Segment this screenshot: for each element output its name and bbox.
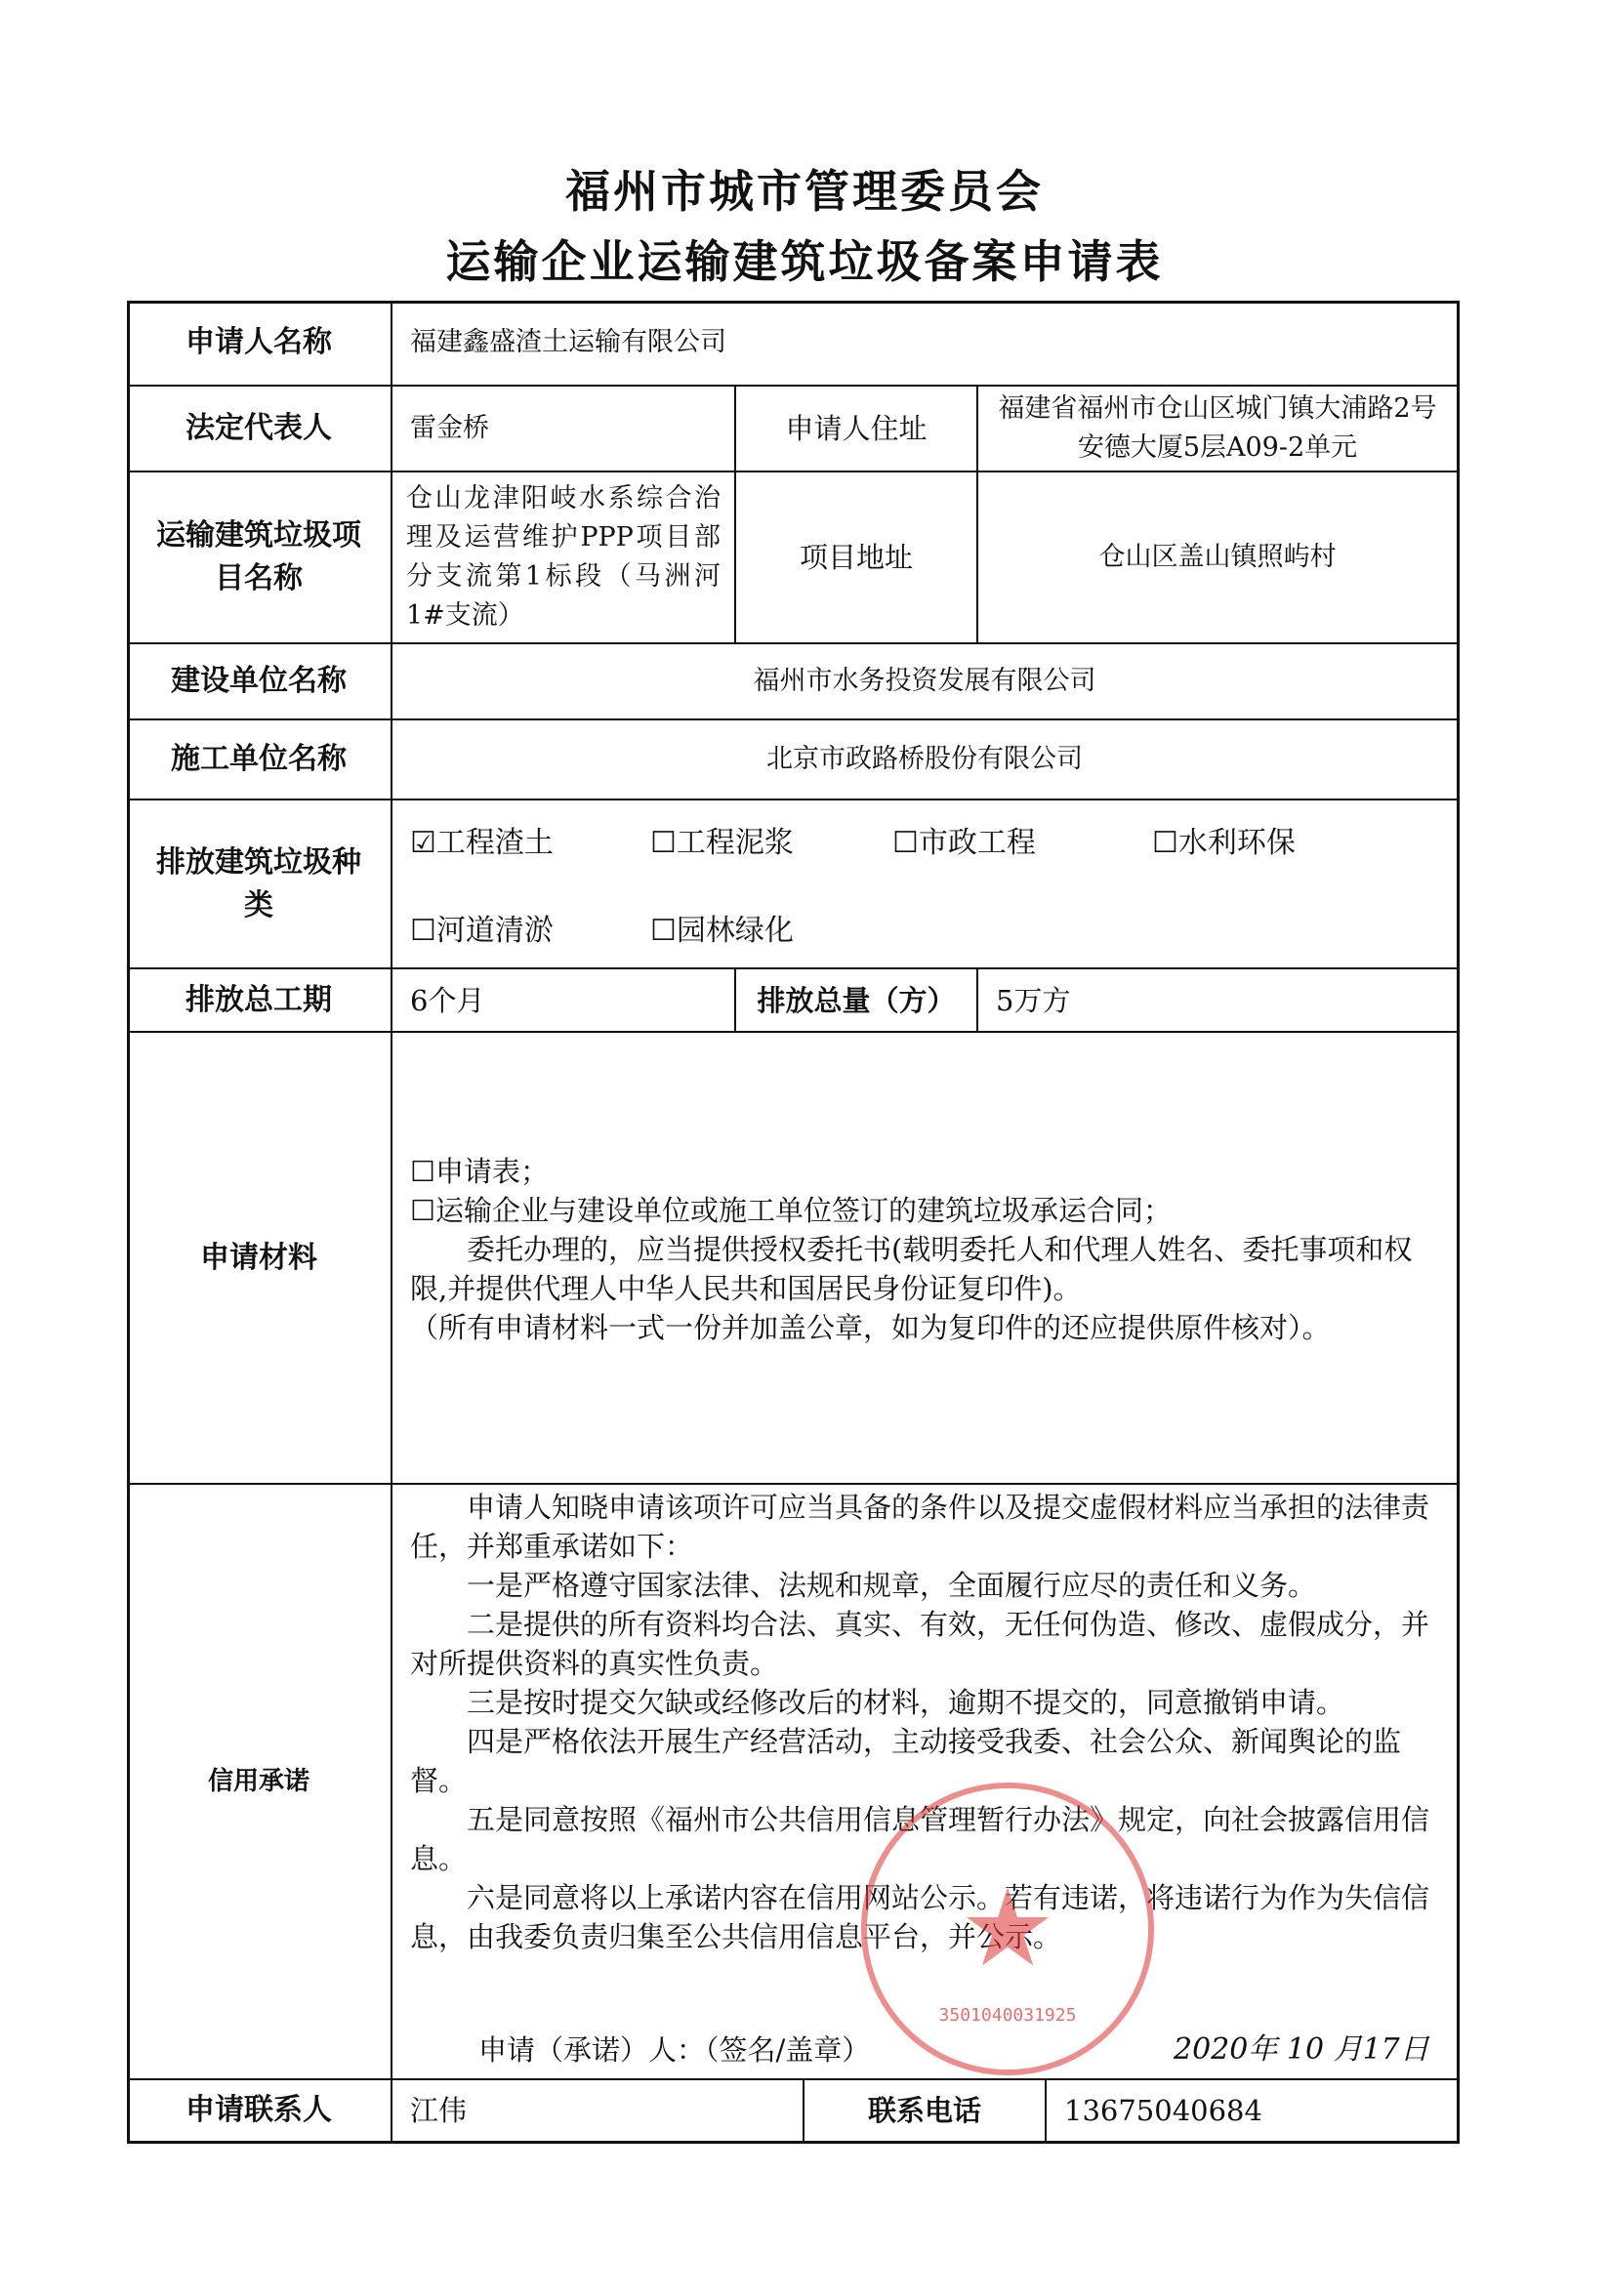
phone-value: 13675040684 [1064,2094,1262,2127]
project-address-label: 项目地址 [799,541,913,574]
volume-value: 5万方 [996,983,1071,1017]
legal-rep-label: 法定代表人 [186,411,332,445]
seal-code: 3501040031925 [938,2005,1077,2026]
signature-label: 申请（承诺）人：（签名/盖章） [478,2033,871,2067]
applicant-address-label: 申请人住址 [785,412,928,445]
project-name-value: 仓山龙津阳岐水系综合治理及运营维护PPP项目部分支流第1标段（马洲河1#支流） [406,483,721,631]
phone-label: 联系电话 [867,2094,981,2127]
credit-paragraph: 一是严格遵守国家法律、法规和规章，全面履行应尽的责任和义务。 [467,1569,1317,1602]
title-line-1: 福州市城市管理委员会 [565,165,1044,218]
waste-type-option[interactable]: ☐水利环保 [1152,826,1296,860]
project-address-value: 仓山区盖山镇照屿村 [1098,542,1337,572]
credit-paragraph: 四是严格依法开展生产经营活动，主动接受我委、社会公众、新闻舆论的监督。 [410,1725,1402,1797]
waste-type-option[interactable]: ☐园林绿化 [650,914,794,948]
credit-label: 信用承诺 [207,1767,309,1796]
credit-paragraph: 五是同意按照《福州市公共信用信息管理暂行办法》规定，向社会披露信用信息。 [410,1803,1430,1875]
waste-type-option[interactable]: ☐工程泥浆 [650,826,794,860]
period-label: 排放总工期 [186,982,332,1017]
applicant-name-label: 申请人名称 [186,325,332,359]
constructor-value: 北京市政路桥股份有限公司 [766,744,1083,774]
materials-line: ☐运输企业与建设单位或施工单位签订的建筑垃圾承运合同； [410,1194,1172,1227]
credit-paragraph: 六是同意将以上承诺内容在信用网站公示。若有违诺，将违诺行为作为失信信息，由我委负责归集至公共信用信息平台，并公示。 [410,1881,1430,1953]
materials-line: 委托办理的，应当提供授权委托书(载明委托人和代理人姓名、委托事项和权限,并提供代理人中华人民共和国居民身份证复印件)。 [410,1233,1413,1305]
seal-star-icon: ★ [959,1866,1056,1990]
credit-paragraph: 三是按时提交欠缺或经修改后的材料，逾期不提交的，同意撤销申请。 [467,1686,1345,1719]
waste-type-option[interactable]: ☐河道清淤 [410,914,554,948]
application-form [127,301,1460,2144]
materials-list [410,1152,1445,1347]
credit-text [410,1488,1445,1956]
credit-paragraph: 二是提供的所有资料均合法、真实、有效，无任何伪造、修改、虚假成分，并对所提供资料的真实性负责。 [410,1608,1430,1680]
credit-paragraph: 申请人知晓申请该项许可应当具备的条件以及提交虚假材料应当承担的法律责任，并郑重承诺如下： [410,1491,1430,1563]
constructor-label: 施工单位名称 [171,742,347,776]
contact-label: 申请联系人 [186,2093,332,2127]
volume-label: 排放总量（方） [757,983,956,1017]
applicant-address-value: 福建省福州市仓山区城门镇大浦路2号安德大厦5层A09-2单元 [998,393,1437,463]
waste-type-option[interactable]: ☐市政工程 [892,826,1036,860]
signature-date: 2020年 10 月17日 [1174,2032,1429,2067]
applicant-name-value: 福建鑫盛渣土运输有限公司 [410,327,726,357]
builder-value: 福州市水务投资发展有限公司 [753,666,1096,696]
waste-type-option[interactable]: ☑工程渣土 [410,826,554,860]
legal-rep-value: 雷金桥 [410,413,489,443]
period-value: 6个月 [410,983,485,1017]
materials-label: 申请材料 [200,1240,317,1275]
builder-label: 建设单位名称 [171,664,347,698]
contact-value: 江伟 [410,2094,468,2127]
materials-line: ☐申请表； [410,1155,549,1188]
materials-line: （所有申请材料一式一份并加盖公章，如为复印件的还应提供原件核对）。 [410,1311,1331,1344]
project-name-label: 运输建筑垃圾项目名称 [156,518,361,595]
waste-type-label: 排放建筑垃圾种类 [156,844,361,922]
title-line-2: 运输企业运输建筑垃圾备案申请表 [445,235,1164,288]
